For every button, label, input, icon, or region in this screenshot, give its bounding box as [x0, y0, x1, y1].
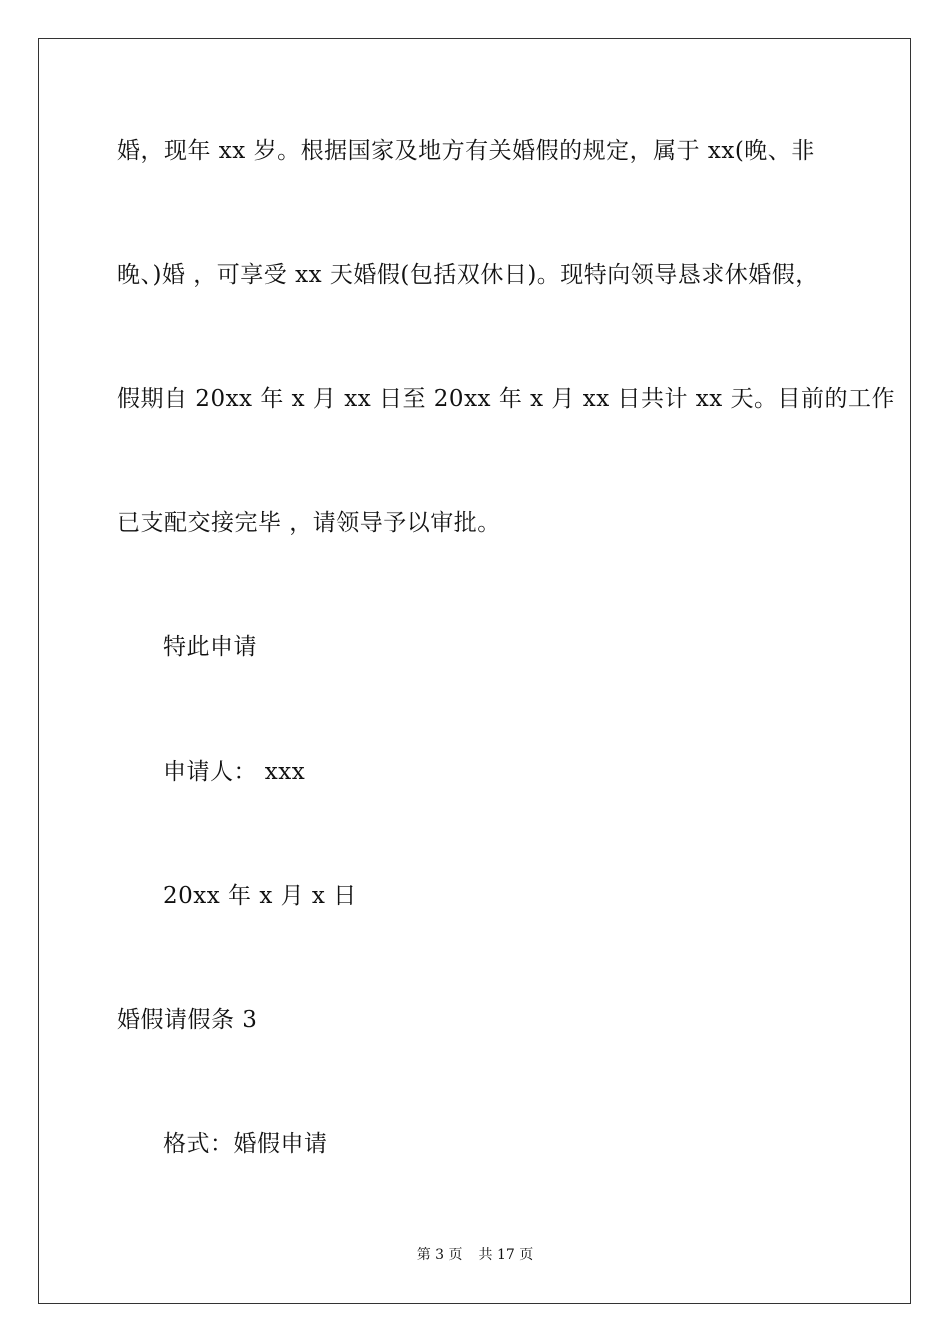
section-title: 婚假请假条 3: [117, 1007, 258, 1033]
closing-text: 特此申请: [163, 634, 257, 660]
page-number: 第 3 页: [416, 1247, 463, 1263]
paragraph-line-2: 晚、)婚 ，可享受 xx 天婚假(包括双休日)。现特向领导恳求休婚假，: [117, 262, 819, 288]
paragraph-line-4: 已支配交接完毕 ，请领导予以审批。: [117, 510, 501, 536]
page-total: 共 17 页: [478, 1247, 534, 1263]
applicant-line: 申请人： xxx: [163, 759, 306, 785]
format-line: 格式：婚假申请: [163, 1131, 328, 1157]
paragraph-line-1: 婚，现年 xx 岁。根据国家及地方有关婚假的规定，属于 xx(晚、非: [117, 138, 815, 164]
page-frame: [38, 38, 911, 1304]
paragraph-line-3: 假期自 20xx 年 x 月 xx 日至 20xx 年 x 月 xx 日共计 xx 天。目前的工作: [117, 386, 896, 412]
date-line: 20xx 年 x 月 x 日: [163, 883, 357, 909]
page-footer: [0, 1246, 950, 1264]
